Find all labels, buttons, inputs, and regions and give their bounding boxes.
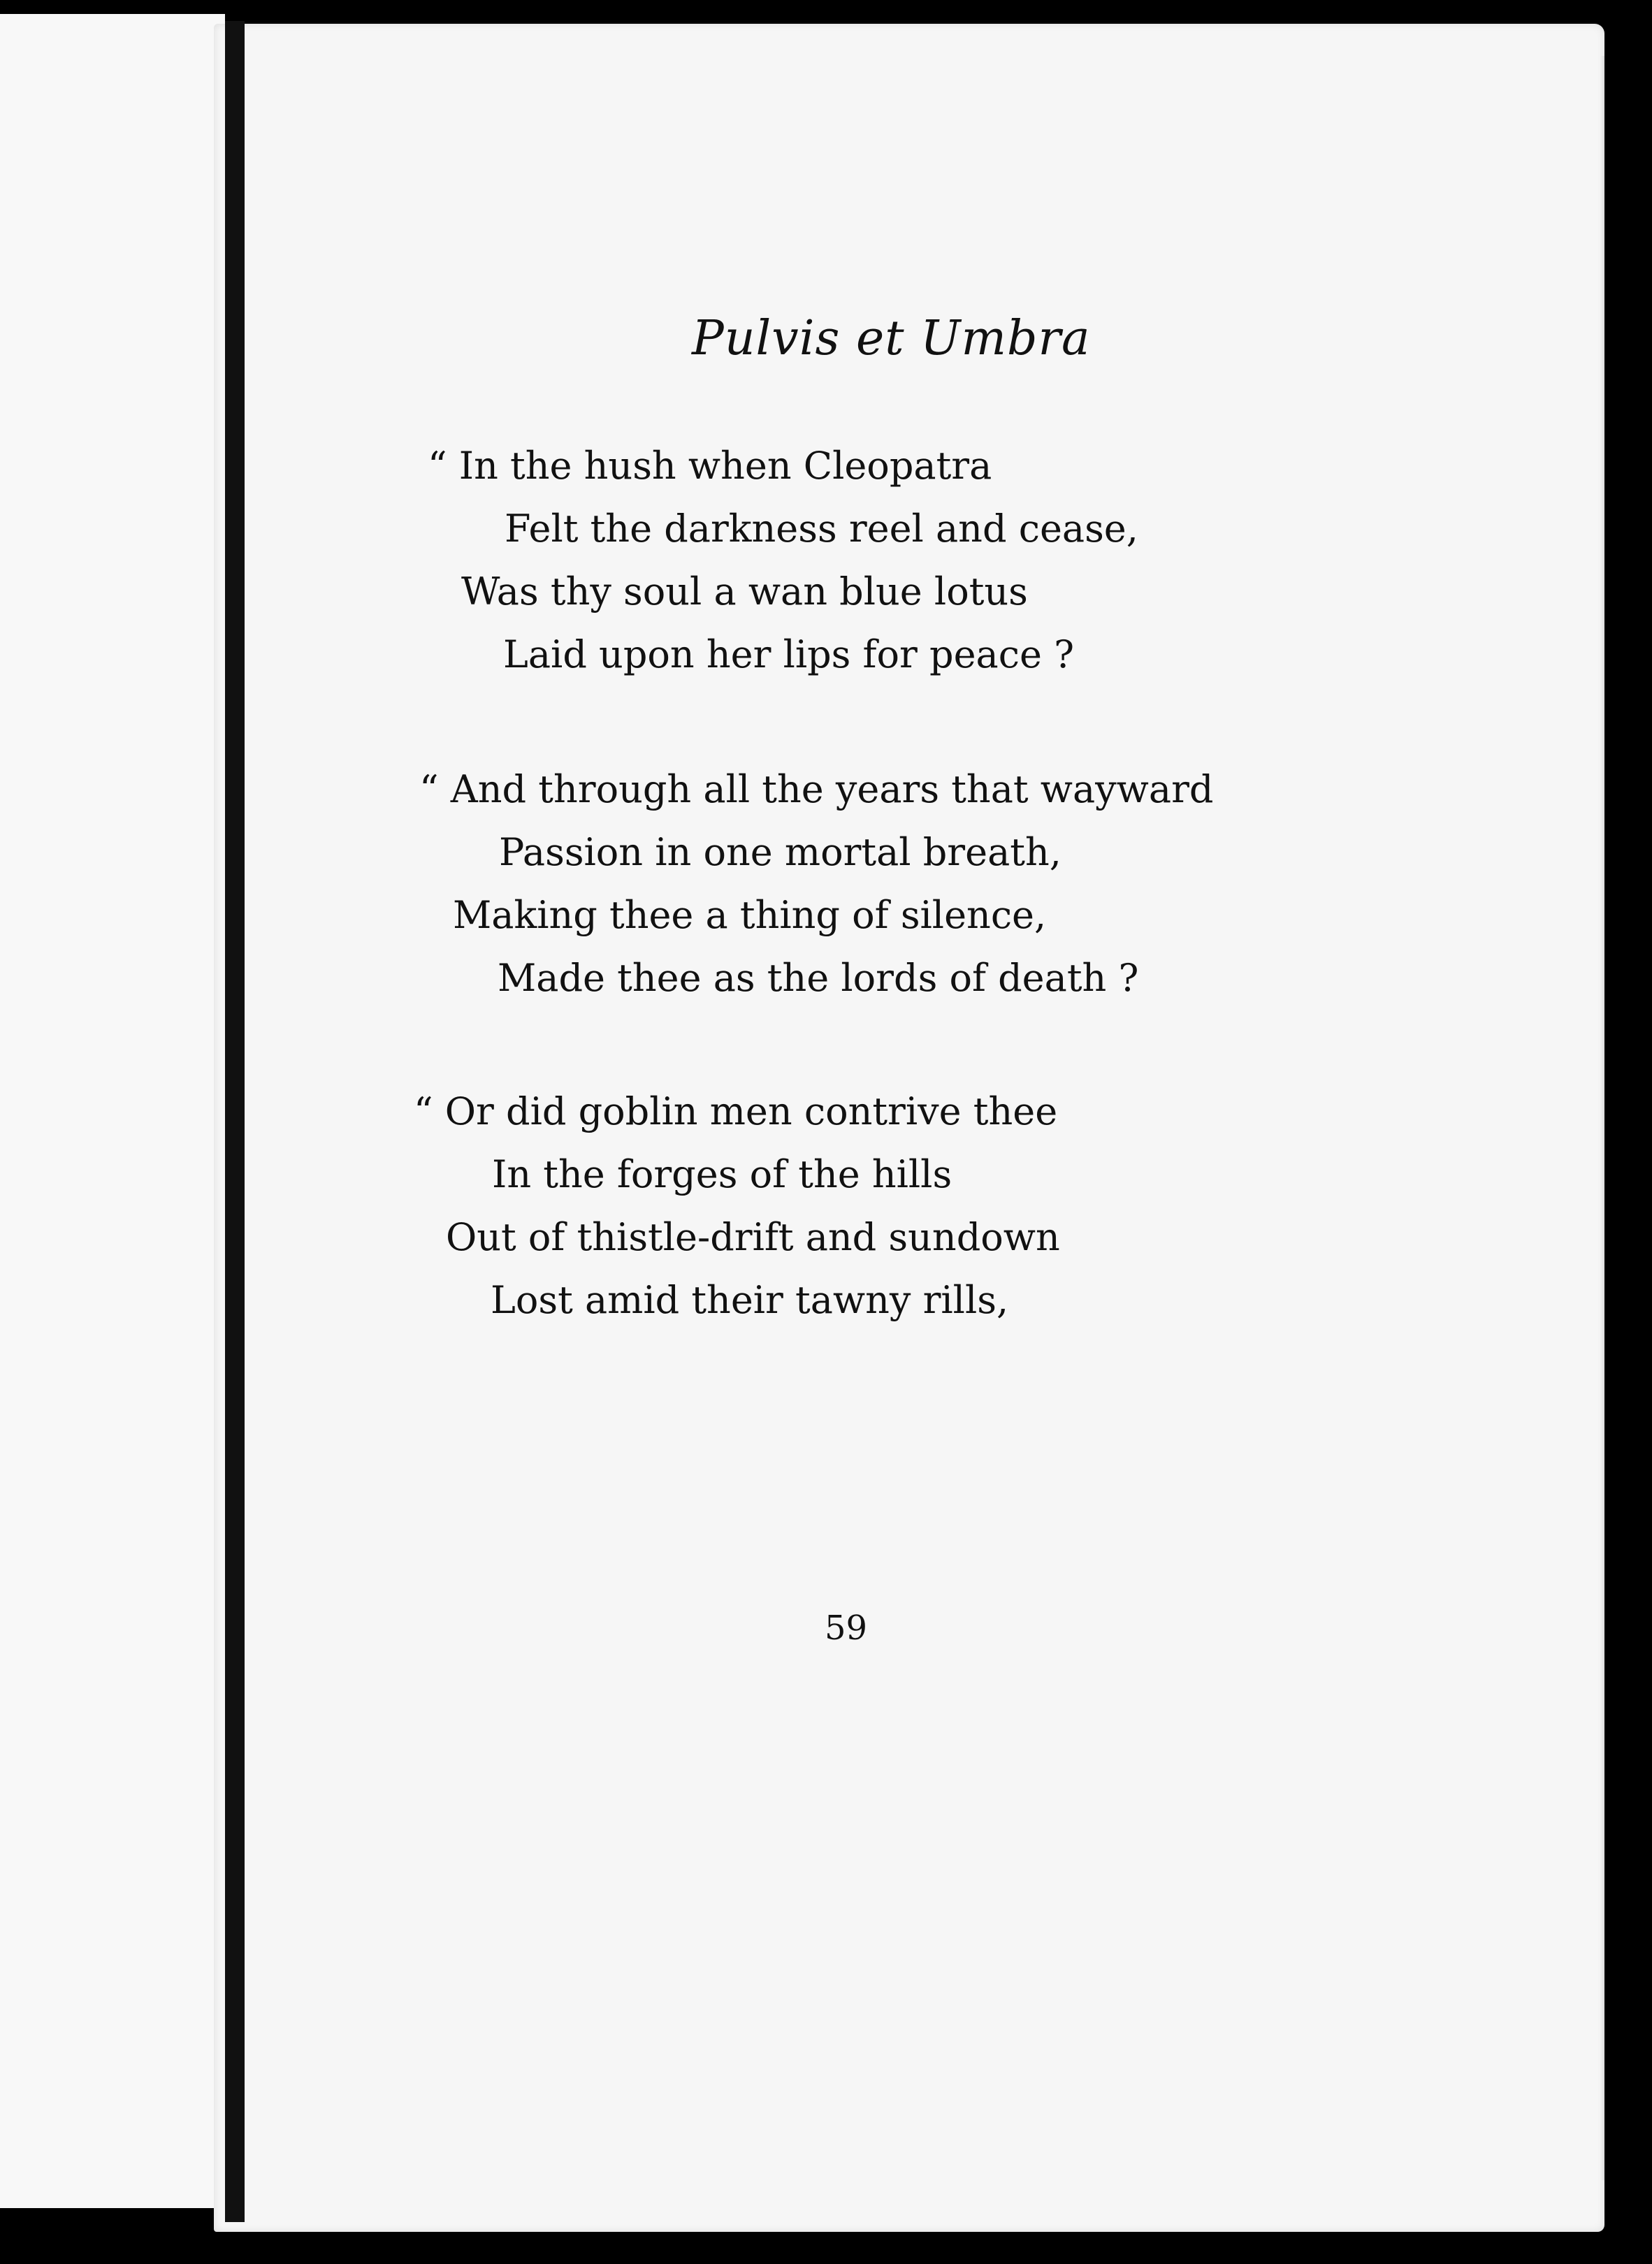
poem-line: “ Or did goblin men contrive thee bbox=[414, 1089, 1058, 1133]
running-head: Pulvis et Umbra bbox=[692, 311, 1091, 366]
poem-line: Lost amid their tawny rills, bbox=[491, 1278, 1009, 1322]
poem-line: Out of thistle-drift and sundown bbox=[446, 1215, 1060, 1259]
poem-line: Made thee as the lords of death ? bbox=[498, 956, 1139, 1000]
poem-line: Passion in one mortal breath, bbox=[499, 830, 1062, 874]
poem-line: In the forges of the hills bbox=[492, 1152, 952, 1196]
poem-line: Laid upon her lips for peace ? bbox=[503, 632, 1075, 676]
poem-line: Making thee a thing of silence, bbox=[453, 893, 1047, 937]
poem-line: “ And through all the years that wayward bbox=[419, 767, 1214, 811]
poem-line: Felt the darkness reel and cease, bbox=[505, 507, 1138, 551]
poem-line: “ In the hush when Cleopatra bbox=[428, 444, 992, 488]
page-number: 59 bbox=[825, 1609, 868, 1648]
poem-line: Was thy soul a wan blue lotus bbox=[461, 569, 1028, 614]
